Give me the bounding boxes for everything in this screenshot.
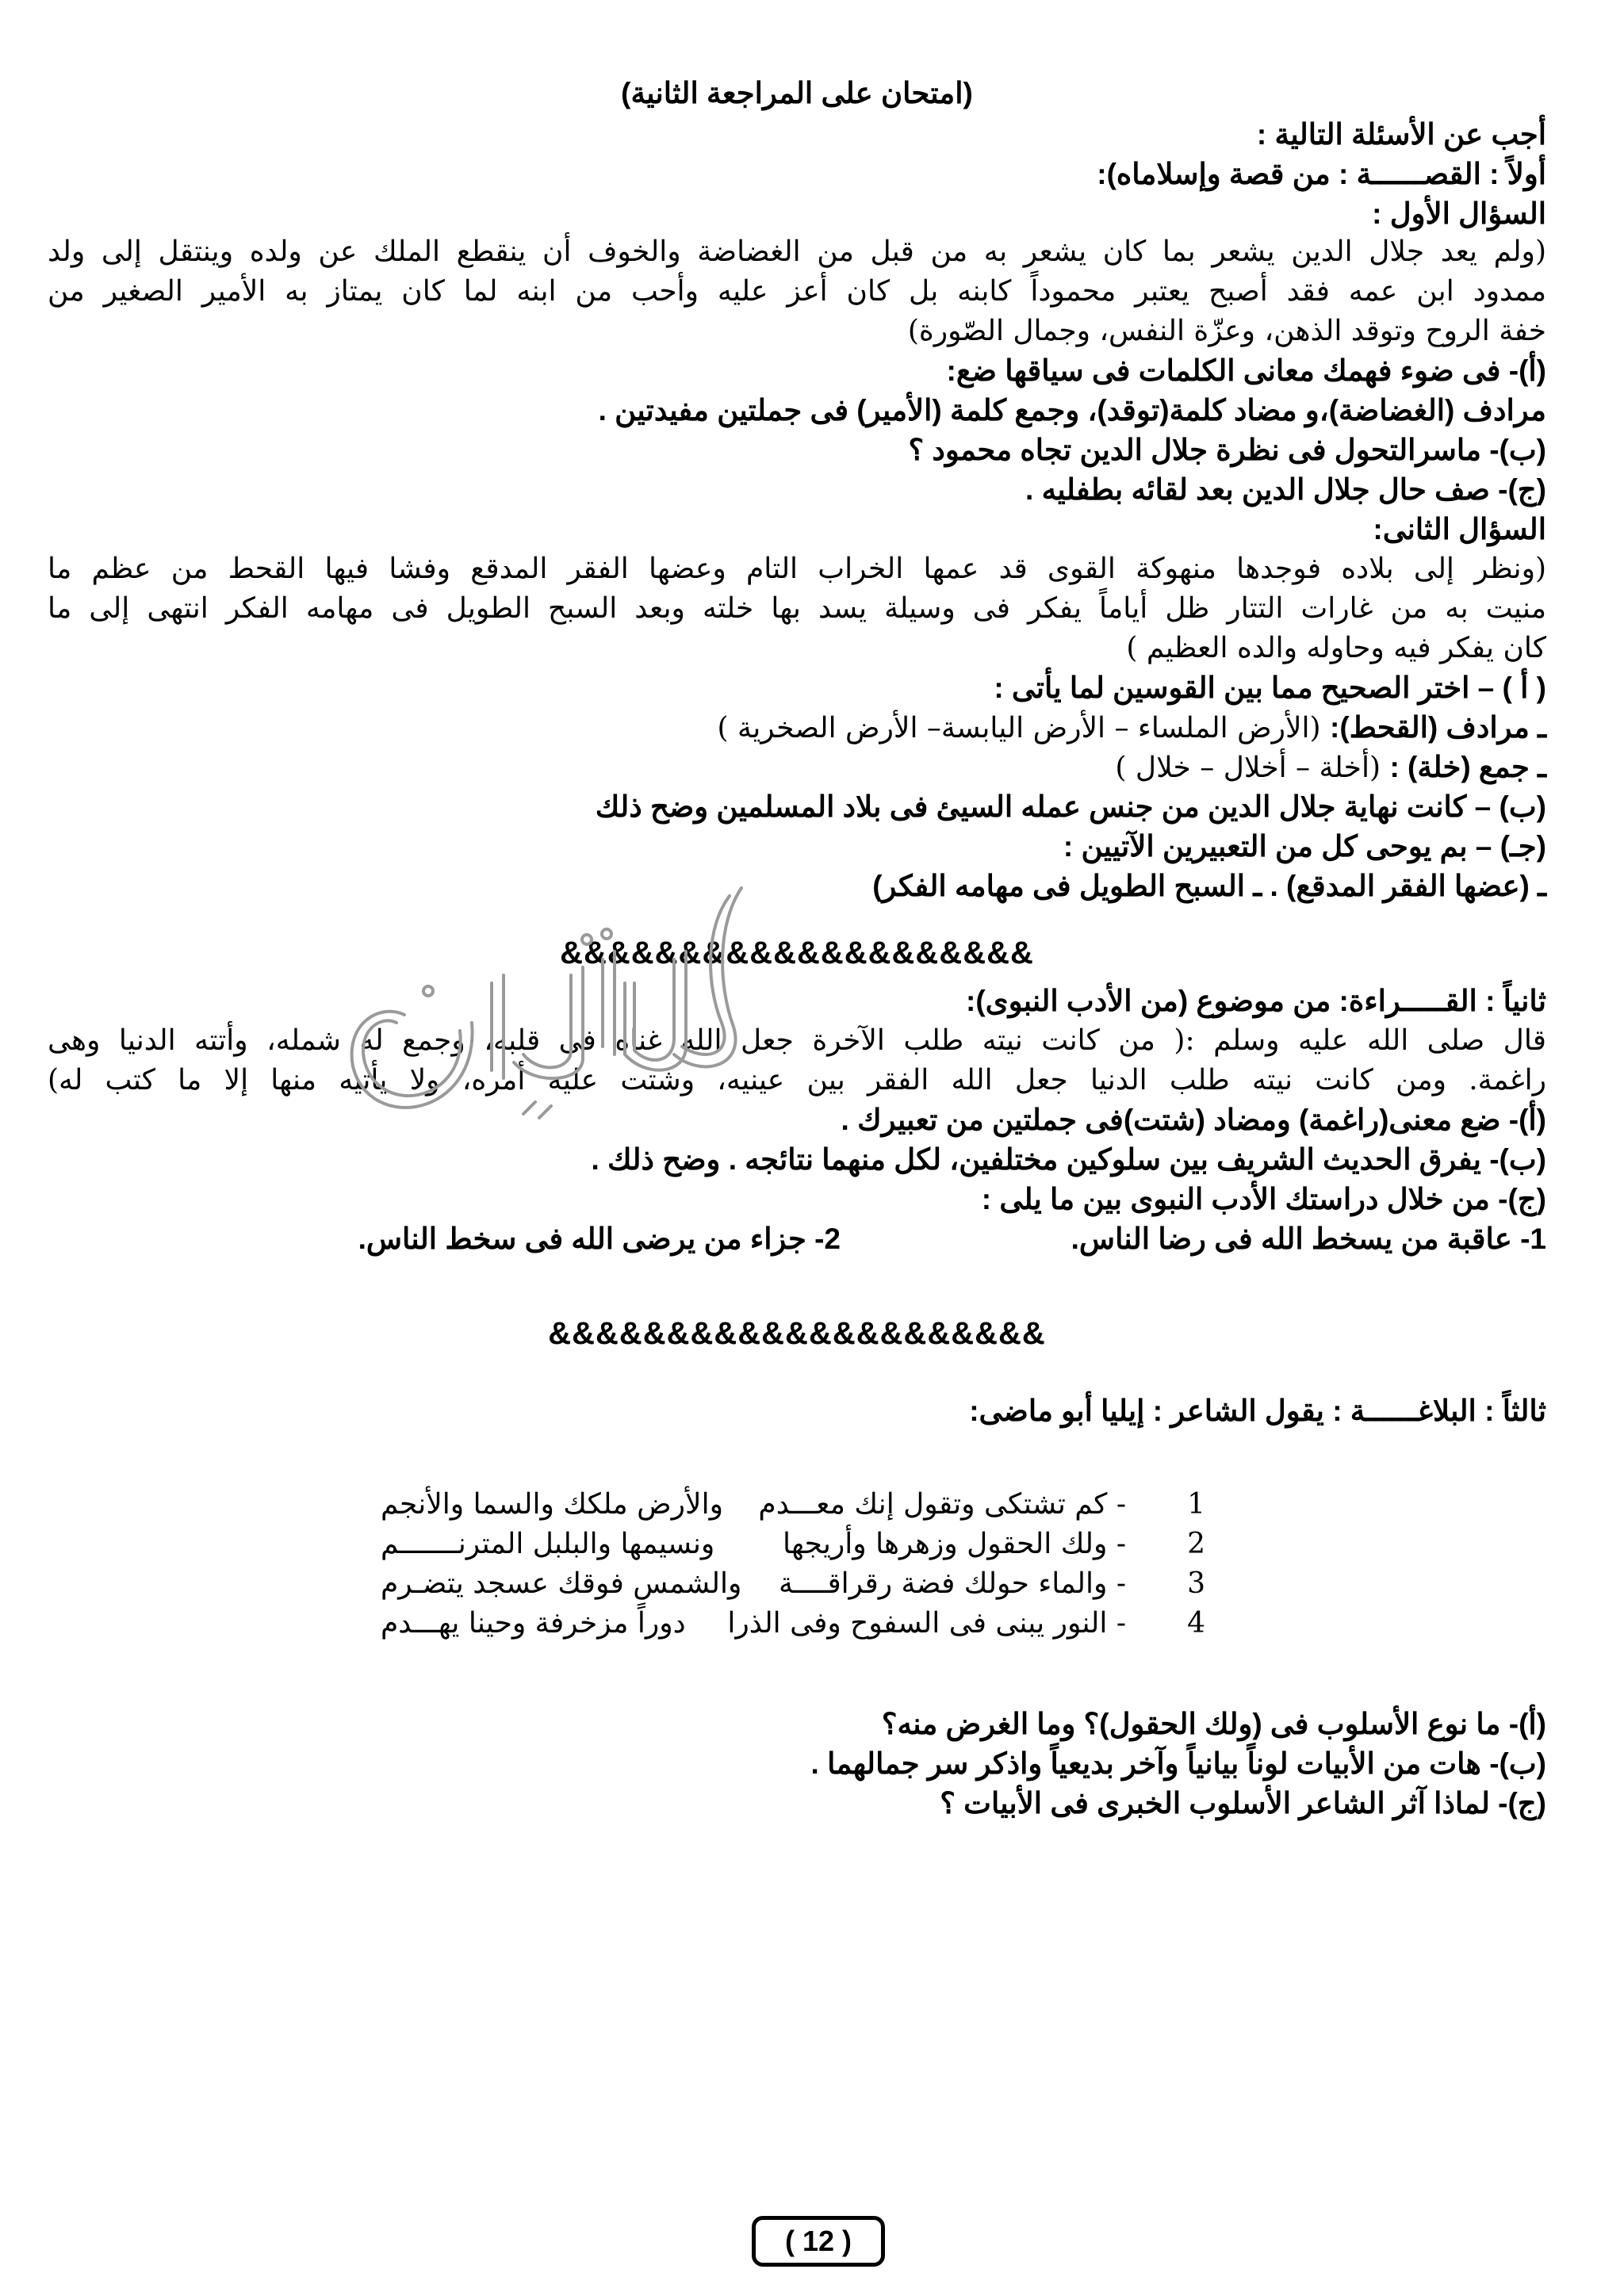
question-2-heading: السؤال الثانى: [1373,513,1546,545]
q1-part-a: (أ)- فى ضوء فهمك معانى الكلمات فى سياقها ضع: [946,354,1546,387]
q2-part-c: (جـ) – بم يوحى كل من التعبيرين الآتيين : [1063,830,1546,863]
section-separator: &&&&&&&&&&&&&&&&&&&& [560,936,1034,970]
q2-part-a-item-1 [48,710,1546,746]
watermark-signature [333,864,777,1165]
q2-part-a: ( أ ) – اختر الصحيح مما بين القوسين لما يأتى : [994,672,1546,704]
page-number: ( 12 ) [752,2216,885,2267]
verse-number: 2 [1187,1528,1205,1560]
section-rhetoric-heading: ثالثاً : البلاغــــــة : يقول الشاعر : إيليا أبو ماضى: [969,1395,1546,1427]
q2-part-b: (ب) – كانت نهاية جلال الدين من جنس عمله السيئ فى بلاد المسلمين وضح ذلك [595,790,1546,823]
section-reading-heading: ثانياً : القـــــراءة: من موضوع (من الأدب النبوى): [966,985,1546,1017]
rhetoric-part-a: (أ)- ما نوع الأسلوب فى (ولك الحقول)؟ وما الغرض منه؟ [881,1708,1546,1740]
q1-part-a-detail: مرادف (الغضاضة)،و مضاد كلمة(توقد)، وجمع كلمة (الأمير) فى جملتين مفيدتين . [598,394,1546,427]
reading-item-1: 1- عاقبة من يسخط الله فى رضا الناس. [1071,1223,1546,1255]
q1-part-c: (ج)- صف حال جلال الدين بعد لقائه بطفليه . [1025,473,1546,506]
verse-first-hemistich: - النور يبنى فى السفوح وفى الذرا [727,1607,1126,1640]
q1-passage-line: ممدود ابن عمه فقد أصبح يعتبر محموداً كابنه بل كان أعز عليه وأحب من ابنه لما كان يمتاز به الأمير الصغير من [48,275,1546,308]
reading-passage-line: راغمة. ومن كانت نيته طلب الدنيا جعل الله الفقر بين عينيه، وشتت عليه أمره، ولا يأتيه منها إلا ما كتب له) [48,1064,1546,1096]
q1-part-b: (ب)- ماسرالتحول فى نظرة جلال الدين تجاه محمود ؟ [908,434,1546,466]
q2-passage-line: كان يفكر فيه وحاوله والده العظيم ) [1126,632,1546,664]
item-label: ـ جمع (خلة) : [1389,751,1546,783]
section-separator: &&&&&&&&&&&&&&&&&&&&& [548,1316,1046,1351]
instructions: أجب عن الأسئلة التالية : [1256,118,1546,151]
verse-second-hemistich: دوراً مزخرفة وحينا يهـــدم [381,1607,686,1640]
q2-part-a-item-2 [48,749,1546,786]
reading-part-a: (أ)- ضع معنى(راغمة) ومضاد (شتت)فى جملتين من تعبيرك . [841,1104,1546,1136]
verse-number: 3 [1187,1567,1205,1600]
exam-title: (امتحان على المراجعة الثانية) [621,77,973,109]
reading-passage-line: قال صلى الله عليه وسلم :( من كانت نيته طلب الآخرة جعل الله غناه فى قلبه، وجمع له شمله، وأتته الدنيا وهى [48,1024,1546,1057]
item-options: (الأرض الملساء – الأرض اليابسة– الأرض الصخرية ) [717,712,1331,744]
verse-number: 4 [1187,1607,1205,1640]
q2-passage-line: منيت به من غارات التتار ظل أياماً يفكر فى وسيلة يسد بها خلته وبعد السبح الطويل فى مهامه الفكر انتهى إلى ما [48,592,1547,625]
question-1-heading: السؤال الأول : [1372,197,1546,230]
reading-part-c-items [48,1221,1546,1257]
verse-second-hemistich: والأرض ملكك والسما والأنجم [381,1488,723,1521]
q1-passage-line: خفة الروح وتوقد الذهن، وعزّة النفس، وجمال الصّورة) [907,315,1546,347]
item-options: (أخلة – أخلال – خلال ) [1115,752,1390,784]
section-story-heading: أولاً : القصــــــة : من قصة وإسلاماه): [1097,158,1546,190]
rhetoric-part-c: (ج)- لماذا آثر الشاعر الأسلوب الخبرى فى الأبيات ؟ [940,1787,1546,1820]
reading-part-c: (ج)- من خلال دراستك الأدب النبوى بين ما يلى : [981,1183,1546,1215]
q2-passage-line: (ونظر إلى بلاده فوجدها منهوكة القوى قد عمها الخراب التام وعضها الفقر المدقع وفشا فيها القحط من عظم ما [48,553,1546,585]
rhetoric-part-b: (ب)- هات من الأبيات لوناً بيانياً وآخر بديعياً واذكر سر جمالهما . [810,1747,1546,1780]
verse-first-hemistich: - كم تشتكى وتقول إنك معـــدم [758,1488,1126,1521]
q2-part-c-items: ـ (عضها الفقر المدقع) . ـ السبح الطويل فى مهامه الفكر) [872,870,1546,902]
q1-passage-line: (ولم يعد جلال الدين يشعر بما كان يشعر به من قبل من الغضاضة والخوف أن ينقطع الملك عن ولده وينتقل إلى ولد [48,235,1546,268]
verse-number: 1 [1187,1488,1205,1521]
verse-first-hemistich: - ولك الحقول وزهرها وأريجها [783,1528,1126,1560]
reading-item-2: 2- جزاء من يرضى الله فى سخط الناس. [358,1223,841,1255]
exam-page [48,75,1546,2279]
verse-first-hemistich: - والماء حولك فضة رقراقــــة [778,1567,1126,1600]
verse-second-hemistich: ونسيمها والبلبل المترنـــــــم [381,1528,715,1560]
verse-second-hemistich: والشمس فوقك عسجد يتضـرم [381,1567,742,1600]
item-label: ـ مرادف (القحط): [1330,711,1546,744]
reading-part-b: (ب)- يفرق الحديث الشريف بين سلوكين مختلفين، لكل منهما نتائجه . وضح ذلك . [591,1143,1546,1176]
